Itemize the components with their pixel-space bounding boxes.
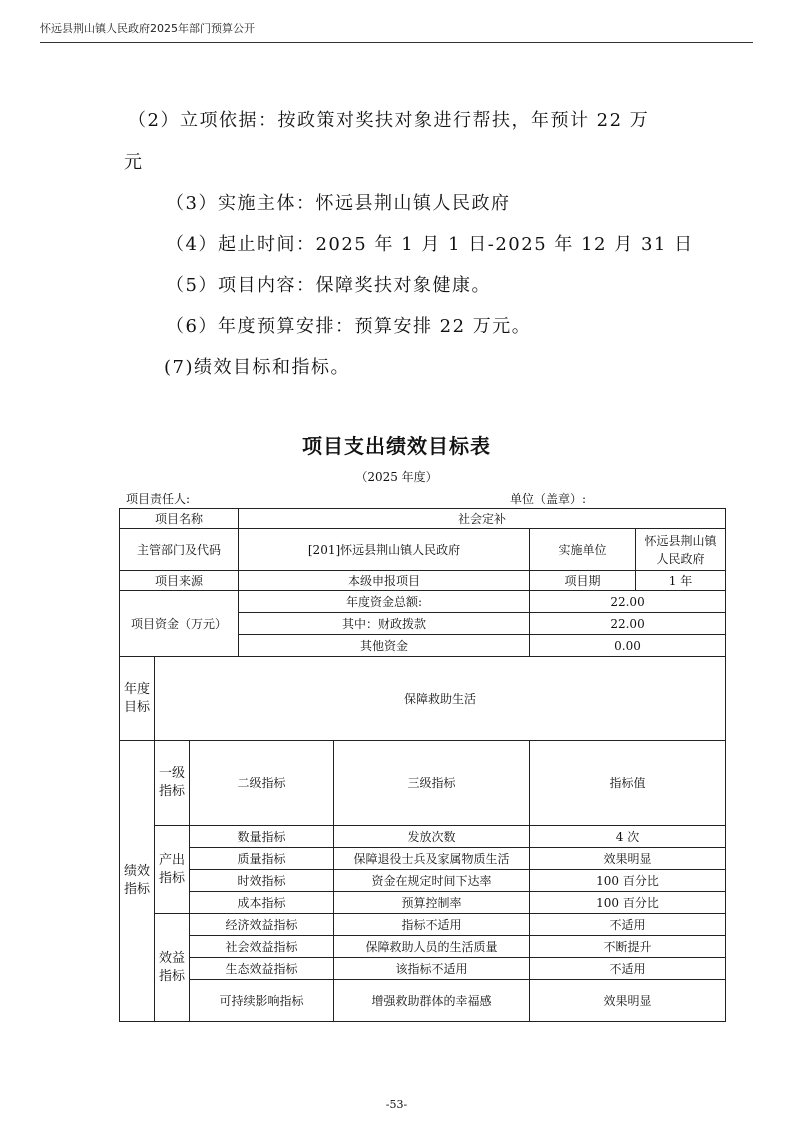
period-value: 1 年 bbox=[636, 571, 726, 591]
output-l3: 保障退役士兵及家属物质生活 bbox=[334, 848, 530, 870]
responsible-label: 项目责任人: bbox=[126, 492, 191, 506]
benefit-l3: 保障救助人员的生活质量 bbox=[334, 936, 530, 958]
output-l3: 预算控制率 bbox=[334, 892, 530, 914]
funds-label: 项目资金（万元） bbox=[120, 591, 239, 657]
project-name-label: 项目名称 bbox=[120, 509, 239, 529]
output-value: 100 百分比 bbox=[530, 892, 726, 914]
benefit-value: 不适用 bbox=[530, 958, 726, 980]
paragraph-implementer: （3）实施主体：怀远县荆山镇人民政府 bbox=[166, 193, 511, 214]
funds-fiscal-label: 其中：财政拨款 bbox=[239, 613, 530, 635]
benefit-l2: 可持续影响指标 bbox=[190, 980, 334, 1022]
output-indicator-label: 产出指标 bbox=[155, 826, 190, 914]
annual-goal-label: 年度目标 bbox=[120, 657, 155, 741]
benefit-indicator-label: 效益指标 bbox=[155, 914, 190, 1022]
paragraph-goals: (7)绩效目标和指标。 bbox=[164, 357, 350, 378]
output-l2: 成本指标 bbox=[190, 892, 334, 914]
page-header: 怀远县荆山镇人民政府2025年部门预算公开 bbox=[40, 20, 753, 43]
level3-header: 三级指标 bbox=[334, 741, 530, 826]
source-label: 项目来源 bbox=[120, 571, 239, 591]
benefit-value: 效果明显 bbox=[530, 980, 726, 1022]
value-header: 指标值 bbox=[530, 741, 726, 826]
impl-label: 实施单位 bbox=[530, 529, 636, 571]
annual-goal-text: 保障救助生活 bbox=[155, 657, 726, 741]
output-value: 100 百分比 bbox=[530, 870, 726, 892]
output-l2: 时效指标 bbox=[190, 870, 334, 892]
impl-value: 怀远县荆山镇人民政府 bbox=[636, 529, 726, 571]
benefit-l3: 指标不适用 bbox=[334, 914, 530, 936]
output-value: 4 次 bbox=[530, 826, 726, 848]
funds-total-label: 年度资金总额: bbox=[239, 591, 530, 613]
unit-label: 单位（盖章）: bbox=[510, 492, 587, 506]
paragraph-content: （5）项目内容：保障奖扶对象健康。 bbox=[166, 275, 491, 296]
paragraph-budget: （6）年度预算安排：预算安排 22 万元。 bbox=[166, 316, 532, 337]
output-l3: 资金在规定时间下达率 bbox=[334, 870, 530, 892]
paragraph-basis-cont: 元 bbox=[124, 152, 144, 173]
paragraph-basis: （2）立项依据：按政策对奖扶对象进行帮扶，年预计 22 万 bbox=[128, 110, 650, 131]
output-l2: 质量指标 bbox=[190, 848, 334, 870]
project-name: 社会定补 bbox=[239, 509, 726, 529]
benefit-l2: 社会效益指标 bbox=[190, 936, 334, 958]
funds-total-value: 22.00 bbox=[530, 591, 726, 613]
output-l2: 数量指标 bbox=[190, 826, 334, 848]
perf-indicator-label: 绩效指标 bbox=[120, 741, 155, 1022]
funds-fiscal-value: 22.00 bbox=[530, 613, 726, 635]
table-year: （2025 年度） bbox=[355, 470, 438, 484]
benefit-l3: 增强救助群体的幸福感 bbox=[334, 980, 530, 1022]
benefit-l3: 该指标不适用 bbox=[334, 958, 530, 980]
level1-header: 一级指标 bbox=[155, 741, 190, 826]
source-value: 本级申报项目 bbox=[239, 571, 530, 591]
period-label: 项目期 bbox=[530, 571, 636, 591]
funds-other-value: 0.00 bbox=[530, 635, 726, 657]
benefit-l2: 生态效益指标 bbox=[190, 958, 334, 980]
page-number: -53- bbox=[385, 1098, 408, 1111]
funds-other-label: 其他资金 bbox=[239, 635, 530, 657]
benefit-l2: 经济效益指标 bbox=[190, 914, 334, 936]
output-value: 效果明显 bbox=[530, 848, 726, 870]
paragraph-period: （4）起止时间：2025 年 1 月 1 日-2025 年 12 月 31 日 bbox=[166, 234, 694, 255]
benefit-value: 不适用 bbox=[530, 914, 726, 936]
dept-label: 主管部门及代码 bbox=[120, 529, 239, 571]
performance-table bbox=[119, 508, 726, 1022]
dept-value: [201]怀远县荆山镇人民政府 bbox=[239, 529, 530, 571]
table-title: 项目支出绩效目标表 bbox=[302, 434, 491, 458]
level2-header: 二级指标 bbox=[190, 741, 334, 826]
benefit-value: 不断提升 bbox=[530, 936, 726, 958]
output-l3: 发放次数 bbox=[334, 826, 530, 848]
